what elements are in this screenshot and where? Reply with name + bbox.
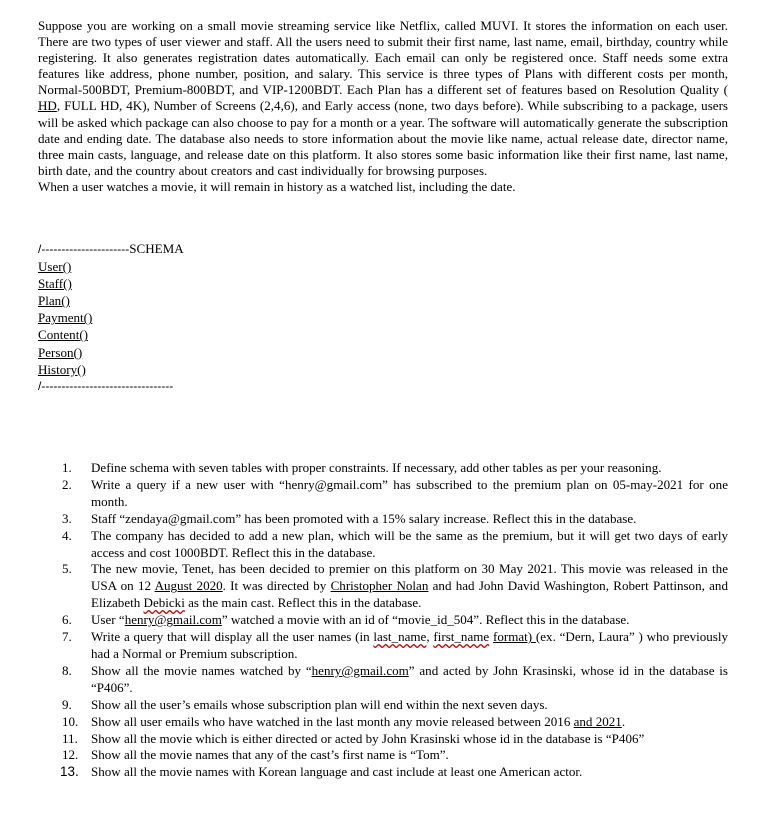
schema-table-user: User() xyxy=(38,259,72,275)
intro-text xyxy=(38,18,728,195)
schema-header xyxy=(38,240,184,258)
underlined-date: August 2020 xyxy=(154,578,223,594)
task-text: Staff “zendaya@gmail.com” has been promoted with a 15% salary increase. Reflect this in the database. xyxy=(91,510,637,526)
task-item xyxy=(62,764,728,781)
underlined-director: Christopher Nolan xyxy=(330,578,429,594)
task-text: Show all user emails who have watched in the last month any movie released between 2016 xyxy=(91,713,574,729)
email-link[interactable]: henry@gmail.com xyxy=(311,662,409,678)
task-item xyxy=(62,663,728,697)
schema-footer-separator: /--------------------------------- xyxy=(38,378,174,393)
task-item xyxy=(62,714,728,731)
spellcheck-word: first_name xyxy=(433,629,490,645)
task-item xyxy=(62,528,728,562)
task-text: , xyxy=(426,629,434,645)
task-text: (ex. “Dern, Laura” ) who previously had a Normal or Premium subscription. xyxy=(91,629,729,661)
email-link[interactable]: henry@gmail.com xyxy=(124,612,222,628)
schema-table-payment: Payment() xyxy=(38,310,93,326)
schema-table-plan: Plan() xyxy=(38,293,70,309)
task-number: 10. xyxy=(62,713,79,729)
intro-paragraph-1-rest: , FULL HD, 4K), Number of Screens (2,4,6), and Early access (none, two days before). While subscribing to a package, users will be asked which package can also choose to pay for a month or a year. The software will automatically generate the subscription date and ending date. The database also needs to store information about the movie like name, actual release date, director name, three main casts, language, and release date on this platform. It also stores some basic information like their first name, last name, birth date, and the country about creators and cast individually for browsing purposes. xyxy=(38,98,728,178)
task-number: 8. xyxy=(62,662,72,678)
schema-table-staff: Staff() xyxy=(38,276,72,292)
spellcheck-word: last_name xyxy=(373,629,427,645)
task-text: Write a query if a new user with “henry@gmail.com” has subscribed to the premium plan on 05-may-2021 for one month. xyxy=(91,476,728,509)
task-number: 4. xyxy=(62,527,72,543)
task-number: 12. xyxy=(62,747,79,763)
task-text: Write a query that will display all the user names (in xyxy=(91,629,374,645)
task-number: 3. xyxy=(62,510,72,526)
task-number: 2. xyxy=(62,476,72,492)
task-item xyxy=(62,731,728,748)
task-number: 6. xyxy=(62,612,72,628)
task-text: . xyxy=(621,713,626,729)
task-number: 1. xyxy=(62,460,72,475)
task-number: 5. xyxy=(62,561,72,577)
spellcheck-word: Debicki xyxy=(143,595,185,611)
task-text: Show all the movie which is either directed or acted by John Krasinski whose id in the database is “P406” xyxy=(91,730,645,746)
task-text: . It was directed by xyxy=(222,578,331,594)
intro-paragraph-2: When a user watches a movie, it will remain in history as a watched list, including the date. xyxy=(38,178,516,194)
task-text: The new movie, Tenet, has been decided to premier on this platform on 30 May 2021. This movie was released in the USA on 12 xyxy=(91,561,728,594)
schema-block xyxy=(38,240,184,395)
task-number: 11. xyxy=(62,730,78,746)
task-text: The company has decided to add a new plan, which will be the same as the premium, but it will get two days of early access and cost 1000BDT. Reflect this in the database. xyxy=(91,527,728,560)
task-text: and had John David Washington, Robert Pattinson, and Elizabeth xyxy=(91,578,728,611)
task-text: Define schema with seven tables with proper constraints. If necessary, add other tables as per your reasoning. xyxy=(91,460,662,475)
task-number: 7. xyxy=(62,629,72,645)
underlined-word: format) xyxy=(492,629,536,645)
task-item xyxy=(62,697,728,714)
task-text: Show all the movie names watched by “ xyxy=(91,662,312,678)
task-text: Show all the movie names that any of the cast’s first name is “Tom”. xyxy=(91,747,449,763)
task-item xyxy=(62,629,728,663)
task-text: Show all the movie names with Korean language and cast include at least one American actor. xyxy=(91,764,583,780)
schema-header-separator: /---------------------- xyxy=(38,242,130,256)
task-item xyxy=(62,460,728,477)
task-text: ” watched a movie with an id of “movie_id_504”. Reflect this in the database. xyxy=(221,612,630,628)
task-item xyxy=(62,612,728,629)
task-list xyxy=(62,460,728,781)
intro-paragraph-1-start: Suppose you are working on a small movie streaming service like Netflix, called MUVI. It stores the information on each user. There are two types of user viewer and staff. All the users need to submit their first name, last name, email, birthday, country while registering. It also generates registration dates automatically. Each email can only be registered once. Staff needs some extra features like address, phone number, position, and salary. This service is three types of Plans with different costs per month, Normal-500BDT, Premium-800BDT, and VIP-1200BDT. Each Plan has a different set of features based on Resolution Quality ( xyxy=(38,18,728,98)
task-text: ” and acted by John Krasinski, whose id in the database is “P406”. xyxy=(91,662,728,695)
schema-table-content: Content() xyxy=(38,327,89,343)
task-text: as the main cast. Reflect this in the database. xyxy=(184,595,422,611)
task-item xyxy=(62,511,728,528)
schema-title: SCHEMA xyxy=(129,241,184,256)
underlined-range: and 2021 xyxy=(573,713,622,729)
task-item xyxy=(62,747,728,764)
task-number: 13. xyxy=(60,764,79,780)
task-text: User “ xyxy=(91,612,125,628)
intro-paragraph-1 xyxy=(38,18,728,179)
schema-table-history: History() xyxy=(38,361,86,377)
task-item xyxy=(62,561,728,612)
schema-table-person: Person() xyxy=(38,344,83,360)
hd-underlined: HD xyxy=(38,98,57,114)
task-item xyxy=(62,477,728,511)
task-number: 9. xyxy=(62,696,72,712)
task-text: Show all the user’s emails whose subscription plan will end within the next seven days. xyxy=(91,696,548,712)
